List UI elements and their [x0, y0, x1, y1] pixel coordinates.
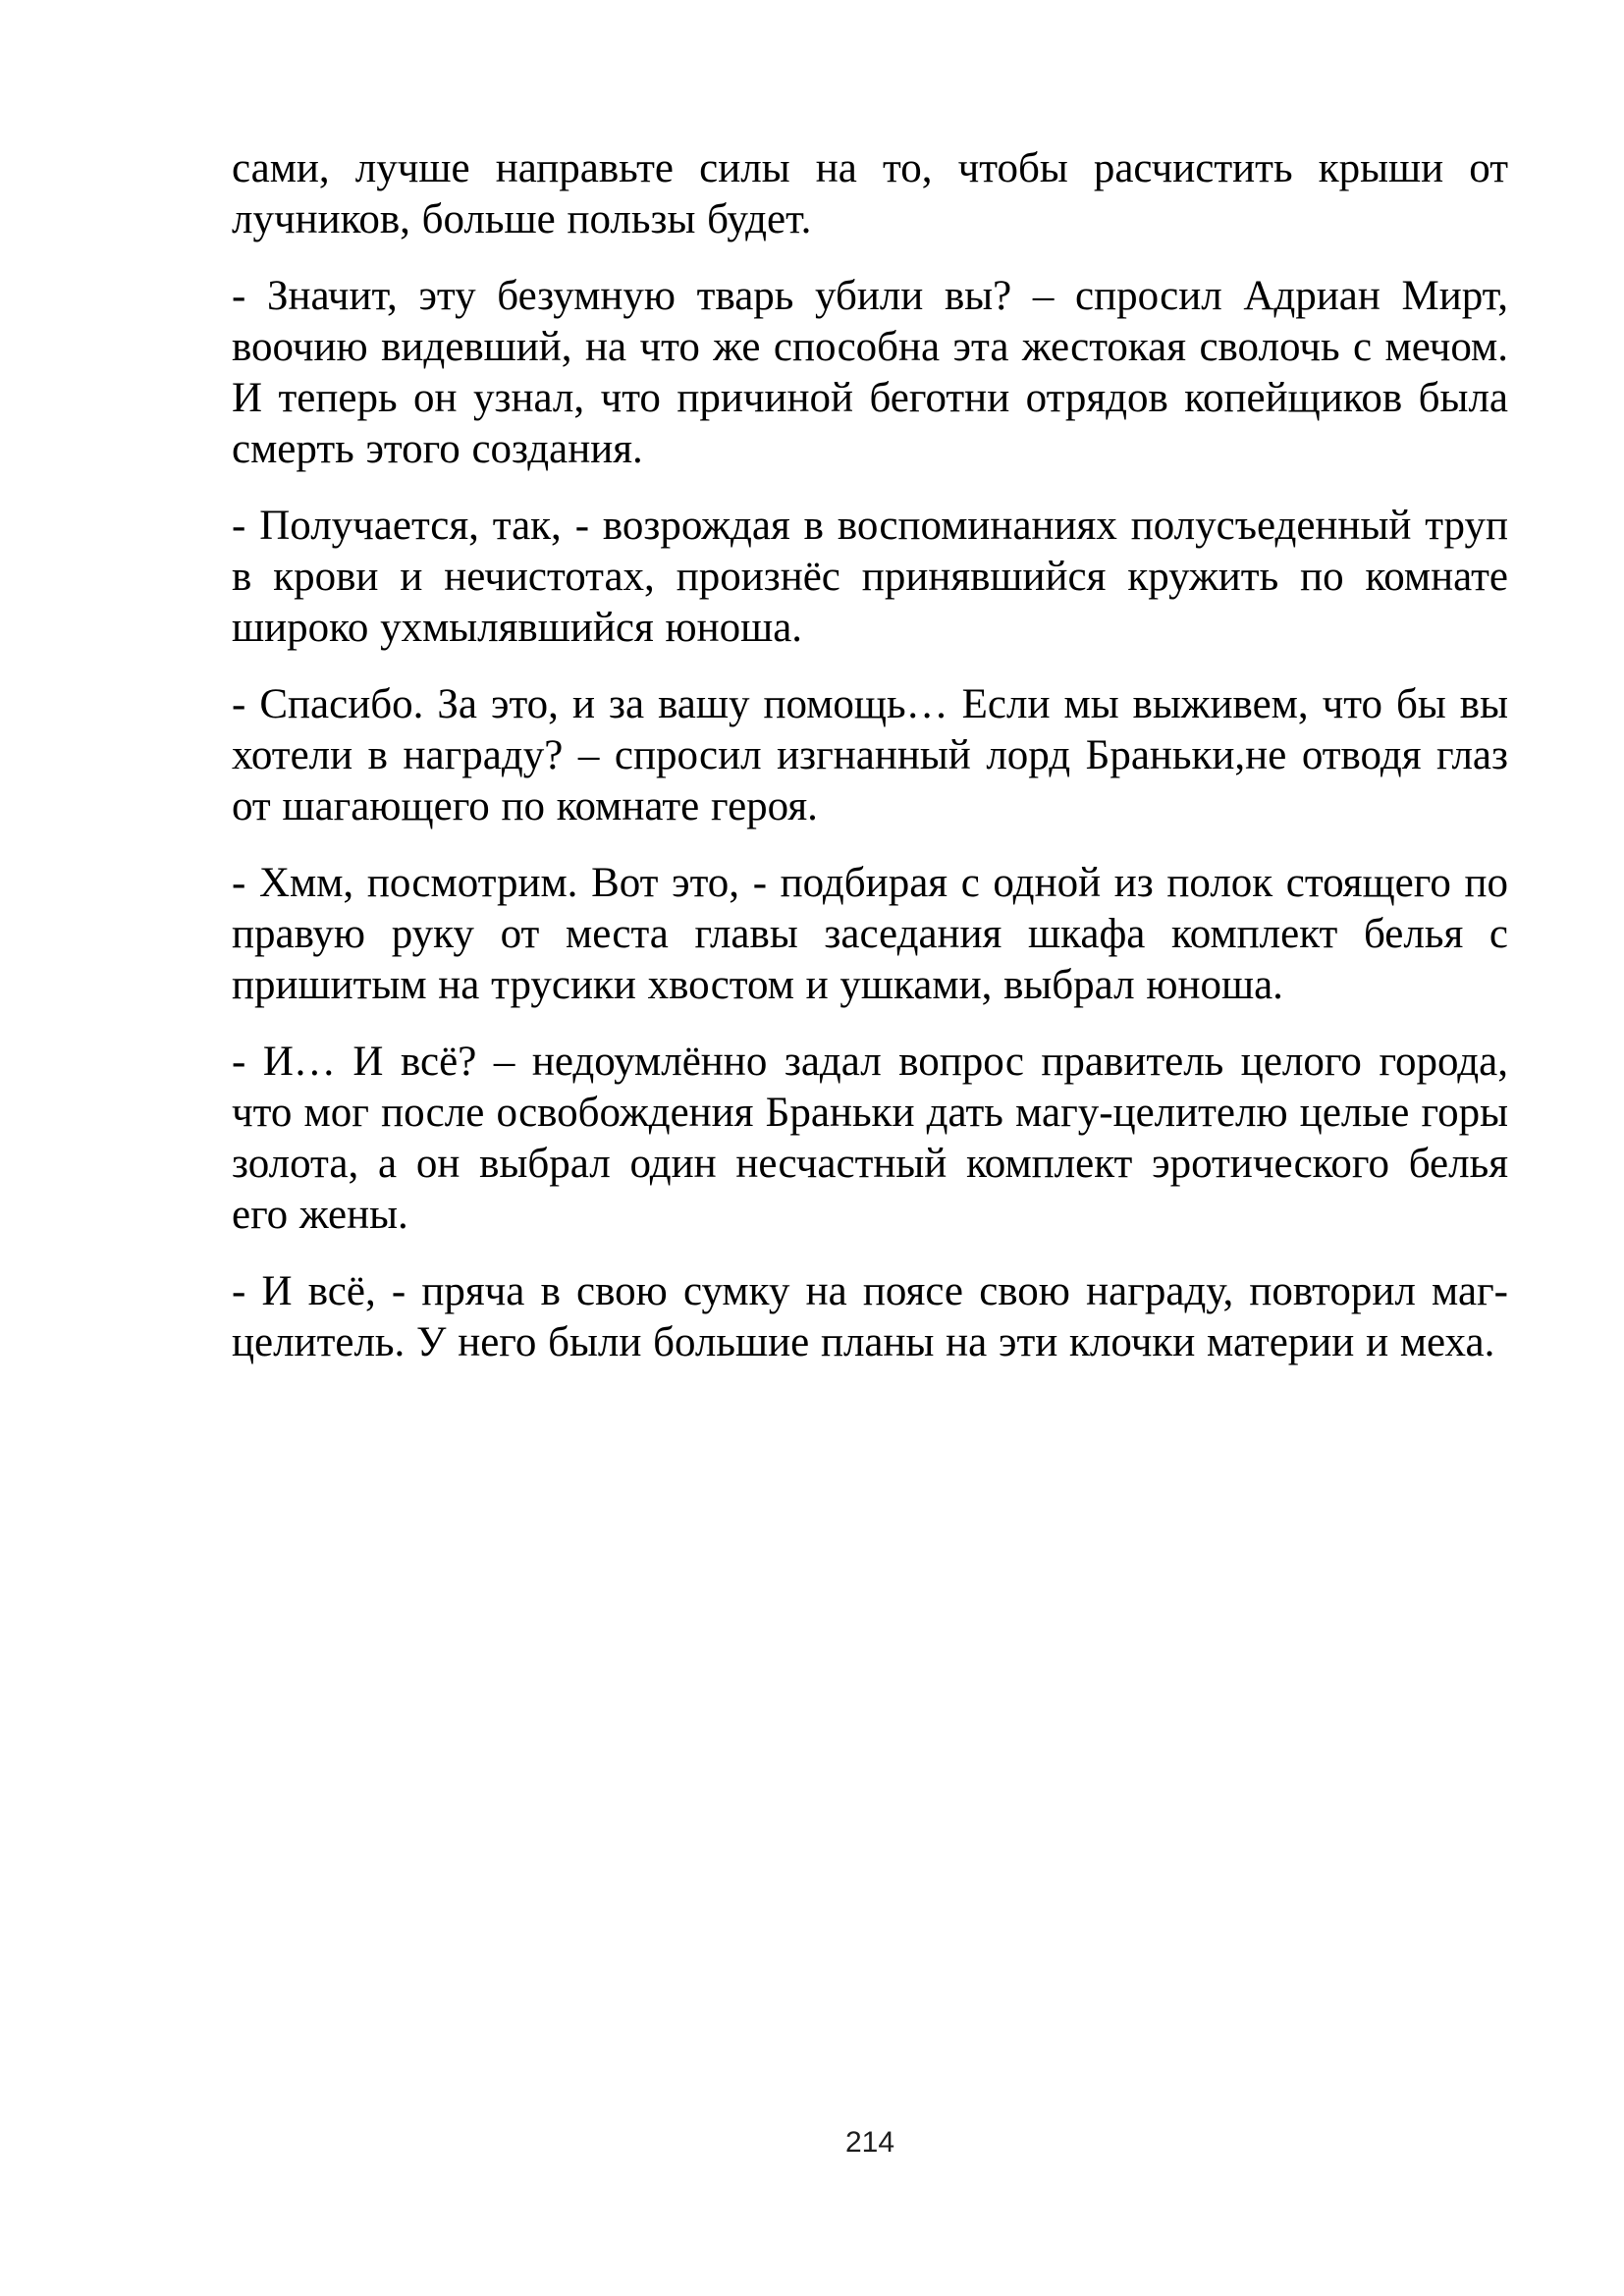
body-paragraph: - И… И всё? – недоумлённо задал вопрос правитель целого города, что мог после освобождения Браньки дать магу-целителю целые горы золота, а он выбрал один несчастный комплект эротического белья его жены.	[232, 1039, 1508, 1238]
page-number: 214	[844, 2126, 895, 2159]
body-paragraph: - Хмм, посмотрим. Вот это, - подбирая с одной из полок стоящего по правую руку от места главы заседания шкафа комплект белья с пришитым на трусики хвостом и ушками, выбрал юноша.	[232, 860, 1508, 1008]
text-block	[232, 143, 1508, 1394]
body-paragraph: сами, лучше направьте силы на то, чтобы расчистить крыши от лучников, больше пользы будет.	[232, 145, 1508, 242]
body-paragraph: - И всё, - пряча в свою сумку на поясе свою награду, повторил маг-целитель. У него были большие планы на эти клочки материи и меха.	[232, 1268, 1508, 1365]
body-paragraph: - Спасибо. За это, и за вашу помощь… Если мы выживем, что бы вы хотели в награду? – спросил изгнанный лорд Браньки,не отводя глаз от шагающего по комнате героя.	[232, 681, 1508, 829]
page-footer	[232, 2126, 1508, 2160]
body-paragraph: - Получается, так, - возрождая в воспоминаниях полусъеденный труп в крови и нечистотах, произнёс принявшийся кружить по комнате широко ухмылявшийся юноша.	[232, 503, 1508, 651]
body-paragraph: - Значит, эту безумную тварь убили вы? – спросил Адриан Мирт, воочию видевший, на что же способна эта жестокая сволочь с мечом. И теперь он узнал, что причиной беготни отрядов копейщиков была смерть этого создания.	[232, 273, 1508, 472]
